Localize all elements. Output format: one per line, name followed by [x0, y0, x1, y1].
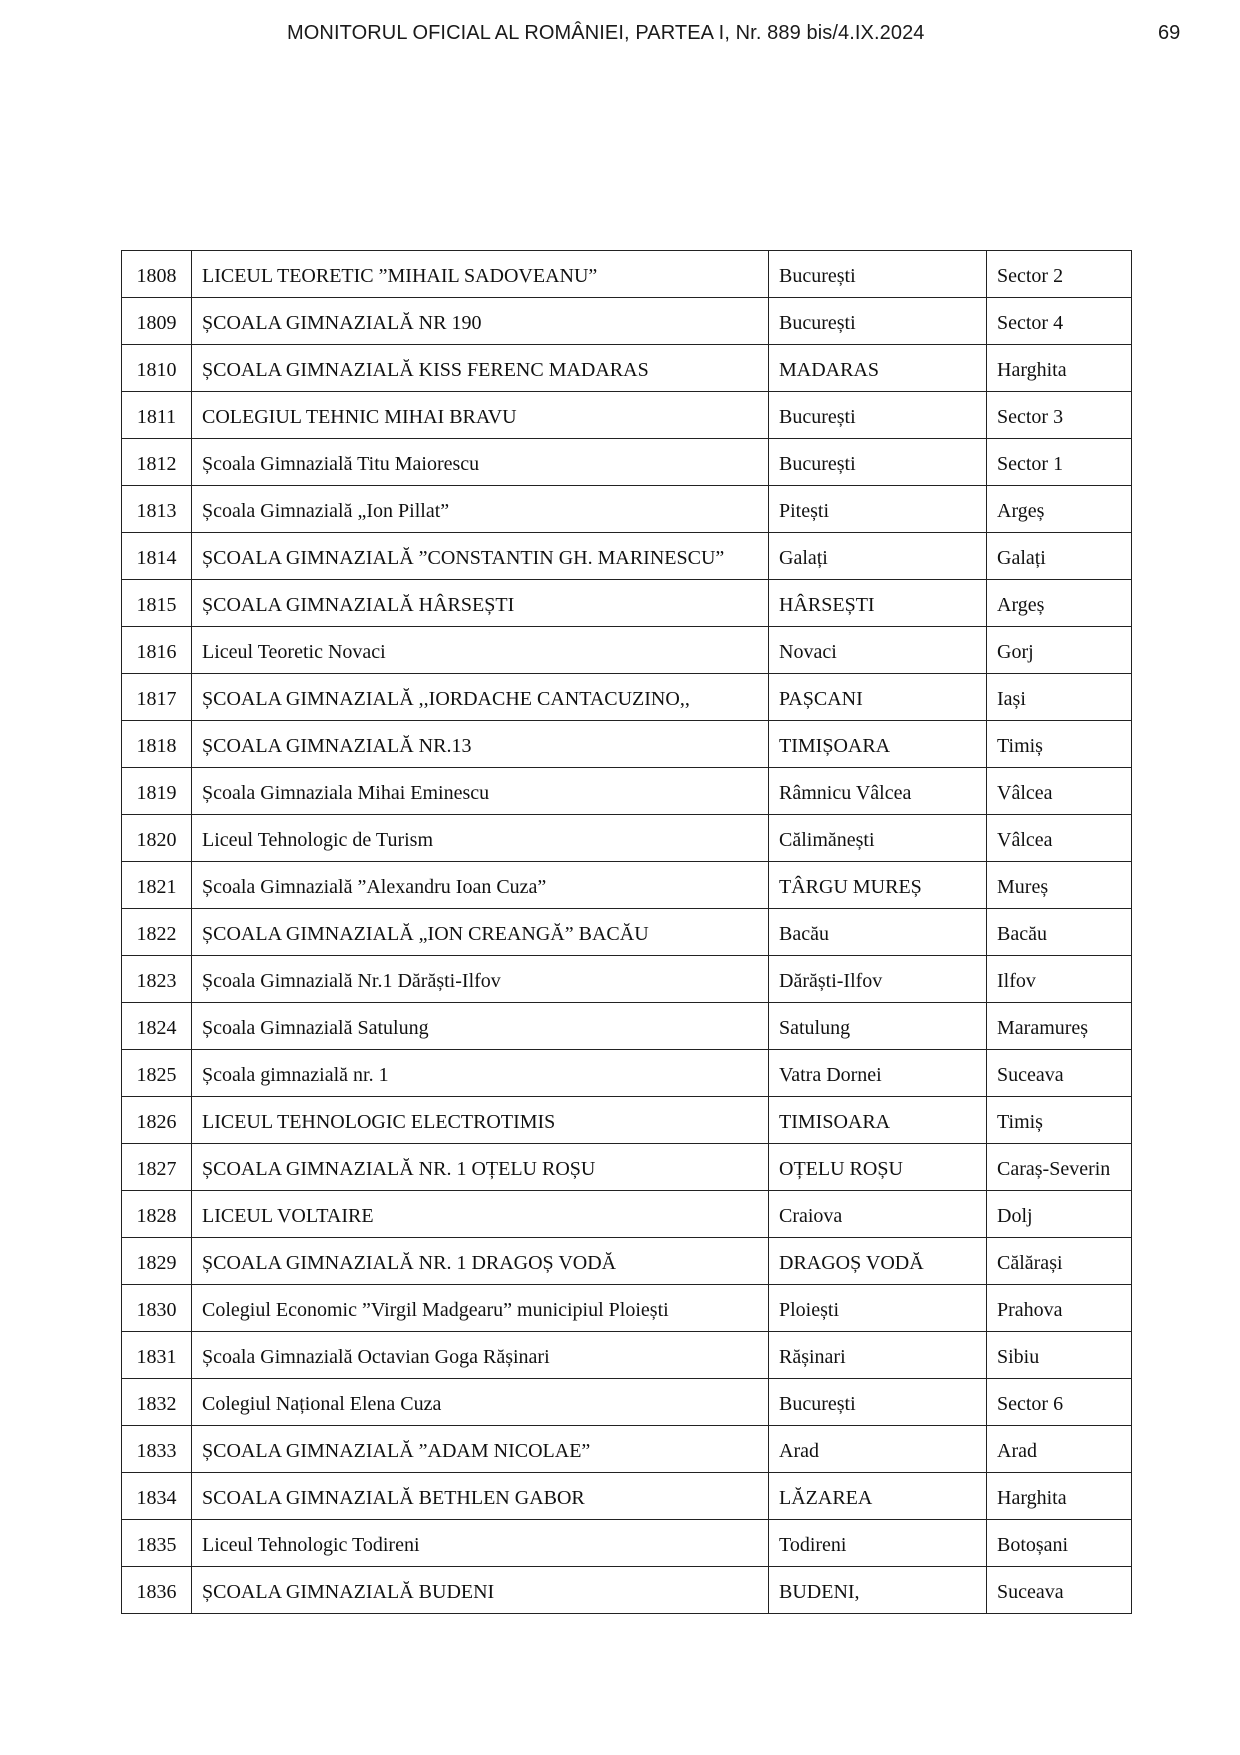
table-row [122, 768, 1132, 815]
row-number-cell: 1831 [122, 1332, 192, 1379]
locality-cell: Pitești [769, 486, 987, 533]
table-row [122, 1426, 1132, 1473]
table-row [122, 251, 1132, 298]
row-number-cell: 1825 [122, 1050, 192, 1097]
row-number-cell: 1811 [122, 392, 192, 439]
locality-cell: TIMIȘOARA [769, 721, 987, 768]
table-row [122, 909, 1132, 956]
table-row [122, 1520, 1132, 1567]
table-row [122, 1285, 1132, 1332]
school-name-cell: Școala Gimnaziala Mihai Eminescu [192, 768, 769, 815]
school-name-cell: Școala gimnazială nr. 1 [192, 1050, 769, 1097]
table-row [122, 1238, 1132, 1285]
row-number-cell: 1818 [122, 721, 192, 768]
county-cell: Timiș [987, 1097, 1132, 1144]
table-row [122, 862, 1132, 909]
school-name-cell: ȘCOALA GIMNAZIALĂ NR 190 [192, 298, 769, 345]
school-name-cell: Liceul Tehnologic Todireni [192, 1520, 769, 1567]
table-row [122, 533, 1132, 580]
school-name-cell: Școala Gimnazială Satulung [192, 1003, 769, 1050]
school-name-cell: ȘCOALA GIMNAZIALĂ ,,IORDACHE CANTACUZINO,, [192, 674, 769, 721]
locality-cell: Râmnicu Vâlcea [769, 768, 987, 815]
row-number-cell: 1830 [122, 1285, 192, 1332]
locality-cell: Todireni [769, 1520, 987, 1567]
school-name-cell: Școala Gimnazială Octavian Goga Rășinari [192, 1332, 769, 1379]
row-number-cell: 1824 [122, 1003, 192, 1050]
table-row [122, 1191, 1132, 1238]
school-name-cell: Școala Gimnazială Titu Maiorescu [192, 439, 769, 486]
locality-cell: LĂZAREA [769, 1473, 987, 1520]
county-cell: Suceava [987, 1050, 1132, 1097]
county-cell: Suceava [987, 1567, 1132, 1614]
school-name-cell: Școala Gimnazială ”Alexandru Ioan Cuza” [192, 862, 769, 909]
locality-cell: București [769, 251, 987, 298]
locality-cell: PAȘCANI [769, 674, 987, 721]
county-cell: Argeș [987, 486, 1132, 533]
row-number-cell: 1820 [122, 815, 192, 862]
county-cell: Sector 6 [987, 1379, 1132, 1426]
county-cell: Maramureș [987, 1003, 1132, 1050]
school-name-cell: Colegiul Național Elena Cuza [192, 1379, 769, 1426]
school-name-cell: Școala Gimnazială Nr.1 Dărăști-Ilfov [192, 956, 769, 1003]
table-row [122, 345, 1132, 392]
school-name-cell: Liceul Tehnologic de Turism [192, 815, 769, 862]
row-number-cell: 1828 [122, 1191, 192, 1238]
table-row [122, 1473, 1132, 1520]
locality-cell: MADARAS [769, 345, 987, 392]
county-cell: Harghita [987, 1473, 1132, 1520]
school-name-cell: ȘCOALA GIMNAZIALĂ NR. 1 DRAGOȘ VODĂ [192, 1238, 769, 1285]
table-row [122, 627, 1132, 674]
locality-cell: Satulung [769, 1003, 987, 1050]
row-number-cell: 1835 [122, 1520, 192, 1567]
school-name-cell: ȘCOALA GIMNAZIALĂ „ION CREANGĂ” BACĂU [192, 909, 769, 956]
table-row [122, 721, 1132, 768]
table-row [122, 486, 1132, 533]
school-name-cell: ȘCOALA GIMNAZIALĂ ”ADAM NICOLAE” [192, 1426, 769, 1473]
locality-cell: Călimănești [769, 815, 987, 862]
locality-cell: HÂRSEȘTI [769, 580, 987, 627]
county-cell: Gorj [987, 627, 1132, 674]
locality-cell: Vatra Dornei [769, 1050, 987, 1097]
row-number-cell: 1826 [122, 1097, 192, 1144]
school-name-cell: LICEUL VOLTAIRE [192, 1191, 769, 1238]
row-number-cell: 1836 [122, 1567, 192, 1614]
row-number-cell: 1809 [122, 298, 192, 345]
county-cell: Mureș [987, 862, 1132, 909]
county-cell: Sector 2 [987, 251, 1132, 298]
county-cell: Galați [987, 533, 1132, 580]
county-cell: Timiș [987, 721, 1132, 768]
locality-cell: DRAGOȘ VODĂ [769, 1238, 987, 1285]
row-number-cell: 1821 [122, 862, 192, 909]
county-cell: Sector 4 [987, 298, 1132, 345]
table-row [122, 1379, 1132, 1426]
table-row [122, 392, 1132, 439]
page-number: 69 [1158, 22, 1181, 44]
county-cell: Ilfov [987, 956, 1132, 1003]
school-name-cell: ȘCOALA GIMNAZIALĂ ”CONSTANTIN GH. MARINESCU” [192, 533, 769, 580]
county-cell: Harghita [987, 345, 1132, 392]
row-number-cell: 1817 [122, 674, 192, 721]
row-number-cell: 1815 [122, 580, 192, 627]
county-cell: Prahova [987, 1285, 1132, 1332]
locality-cell: Galați [769, 533, 987, 580]
row-number-cell: 1823 [122, 956, 192, 1003]
table-row [122, 298, 1132, 345]
locality-cell: TIMISOARA [769, 1097, 987, 1144]
school-name-cell: Liceul Teoretic Novaci [192, 627, 769, 674]
locality-cell: BUDENI, [769, 1567, 987, 1614]
row-number-cell: 1816 [122, 627, 192, 674]
table-row [122, 1332, 1132, 1379]
school-name-cell: Colegiul Economic ”Virgil Madgearu” municipiul Ploiești [192, 1285, 769, 1332]
school-name-cell: LICEUL TEORETIC ”MIHAIL SADOVEANU” [192, 251, 769, 298]
school-name-cell: Școala Gimnazială „Ion Pillat” [192, 486, 769, 533]
row-number-cell: 1832 [122, 1379, 192, 1426]
school-name-cell: ȘCOALA GIMNAZIALĂ HÂRSEȘTI [192, 580, 769, 627]
table-row [122, 674, 1132, 721]
locality-cell: Ploiești [769, 1285, 987, 1332]
county-cell: Dolj [987, 1191, 1132, 1238]
locality-cell: București [769, 392, 987, 439]
locality-cell: Craiova [769, 1191, 987, 1238]
locality-cell: București [769, 298, 987, 345]
school-name-cell: ȘCOALA GIMNAZIALĂ BUDENI [192, 1567, 769, 1614]
county-cell: Argeș [987, 580, 1132, 627]
county-cell: Caraș-Severin [987, 1144, 1132, 1191]
locality-cell: București [769, 1379, 987, 1426]
row-number-cell: 1813 [122, 486, 192, 533]
school-name-cell: ȘCOALA GIMNAZIALĂ NR. 1 OȚELU ROȘU [192, 1144, 769, 1191]
table-row [122, 1567, 1132, 1614]
county-cell: Sector 3 [987, 392, 1132, 439]
row-number-cell: 1810 [122, 345, 192, 392]
row-number-cell: 1814 [122, 533, 192, 580]
row-number-cell: 1808 [122, 251, 192, 298]
row-number-cell: 1812 [122, 439, 192, 486]
locality-cell: Dărăști-Ilfov [769, 956, 987, 1003]
locality-cell: Bacău [769, 909, 987, 956]
school-name-cell: COLEGIUL TEHNIC MIHAI BRAVU [192, 392, 769, 439]
locality-cell: București [769, 439, 987, 486]
table-row [122, 1003, 1132, 1050]
row-number-cell: 1833 [122, 1426, 192, 1473]
county-cell: Vâlcea [987, 815, 1132, 862]
page-header [0, 22, 1240, 52]
school-name-cell: SCOALA GIMNAZIALĂ BETHLEN GABOR [192, 1473, 769, 1520]
school-name-cell: LICEUL TEHNOLOGIC ELECTROTIMIS [192, 1097, 769, 1144]
row-number-cell: 1819 [122, 768, 192, 815]
table-row [122, 1144, 1132, 1191]
table-row [122, 1050, 1132, 1097]
county-cell: Iași [987, 674, 1132, 721]
county-cell: Vâlcea [987, 768, 1132, 815]
table-row [122, 580, 1132, 627]
county-cell: Sector 1 [987, 439, 1132, 486]
publication-title: MONITORUL OFICIAL AL ROMÂNIEI, PARTEA I, Nr. 889 bis/4.IX.2024 [287, 22, 925, 44]
county-cell: Bacău [987, 909, 1132, 956]
county-cell: Arad [987, 1426, 1132, 1473]
locality-cell: TÂRGU MUREȘ [769, 862, 987, 909]
schools-table [121, 250, 1132, 1614]
table-row [122, 956, 1132, 1003]
locality-cell: Arad [769, 1426, 987, 1473]
row-number-cell: 1822 [122, 909, 192, 956]
row-number-cell: 1834 [122, 1473, 192, 1520]
table-row [122, 1097, 1132, 1144]
locality-cell: Rășinari [769, 1332, 987, 1379]
table-row [122, 439, 1132, 486]
school-name-cell: ȘCOALA GIMNAZIALĂ NR.13 [192, 721, 769, 768]
row-number-cell: 1827 [122, 1144, 192, 1191]
schools-table-body [122, 251, 1132, 1614]
locality-cell: Novaci [769, 627, 987, 674]
row-number-cell: 1829 [122, 1238, 192, 1285]
county-cell: Sibiu [987, 1332, 1132, 1379]
locality-cell: OȚELU ROȘU [769, 1144, 987, 1191]
table-row [122, 815, 1132, 862]
county-cell: Botoșani [987, 1520, 1132, 1567]
county-cell: Călărași [987, 1238, 1132, 1285]
school-name-cell: ȘCOALA GIMNAZIALĂ KISS FERENC MADARAS [192, 345, 769, 392]
